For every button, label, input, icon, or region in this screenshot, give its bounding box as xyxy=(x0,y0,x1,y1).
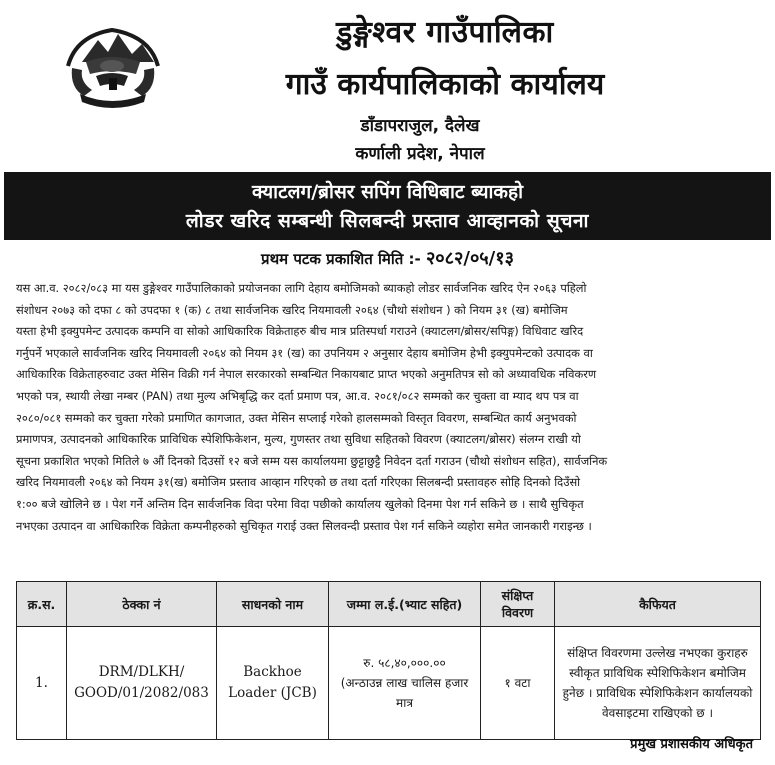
body-line: संशोधन २०७३ को दफा ८ को उपदफा १ (क) ८ तथा सार्वजनिक खरिद नियमावली २०६४ (चौथो संशोधन ) को नियम ३१ (ख) बमोजिम xyxy=(16,302,568,317)
notice-title-banner xyxy=(4,172,771,240)
body-line: १:०० बजे खोलिने छ । पेश गर्ने अन्तिम दिन सार्वजनिक विदा परेमा विदा पछीको कार्यालय खुलेको दिनमा पेश गर्न सकिने छ । साथै सुचिकृत xyxy=(16,496,584,511)
header-equipment: साधनको नाम xyxy=(217,582,329,627)
notice-body xyxy=(16,278,762,537)
nepal-emblem-icon xyxy=(62,22,164,108)
address-line-2: कर्णाली प्रदेश, नेपाल xyxy=(355,144,485,164)
cell-contract-no: DRM/DLKH/ GOOD/01/2082/083 xyxy=(67,627,217,740)
header-contract-no: ठेक्का नं xyxy=(67,582,217,627)
header-brief: संक्षिप्त विवरण xyxy=(481,582,555,627)
header-serial: क्र.स. xyxy=(17,582,67,627)
table-row xyxy=(17,627,761,740)
bid-details-table xyxy=(16,581,761,740)
body-line: आधिकारिक विक्रेताहरुवाट उक्त मेसिन विक्री गर्न नेपाल सरकारको सम्बन्धित निकायबाट प्राप्त भएको अनुमतिपत्र सो को अध्यावधिक नविकरण xyxy=(16,367,597,382)
header-remarks: कैफियत xyxy=(555,582,761,627)
notice-title-line-2: लोडर खरिद सम्बन्धी सिलबन्दी प्रस्ताव आव्हानको सूचना xyxy=(185,210,590,232)
body-line: नभएका उत्पादन वा आधिकारिक विक्रेता कम्पनीहरुको सुचिकृत गराई उक्त सिलवन्दी प्रस्ताव पेश गर्न सकिने व्यहोरा समेत जानकारी गराइन्छ । xyxy=(16,518,592,533)
body-line: खरिद नियमावली २०६४ को नियम ३१(ख) बमोजिम प्रस्ताव आव्हान गरिएको छ तथा दर्ता गरिएका सिलबन्दी प्रस्तावहरु सोहि दिनको दिउँसो xyxy=(16,475,581,490)
body-line: भएको पत्र, स्थायी लेखा नम्बर (PAN) तथा मुल्य अभिबृद्धि कर दर्ता प्रमाण पत्र, आ.व. २०८१/०८२ सम्मको कर चुक्ता वा म्याद थप पत्र वा xyxy=(16,388,579,403)
notice-title-line-1: क्याटलग/ब्रोसर सपिंग विधिबाट ब्याकहो xyxy=(251,181,524,203)
body-line: २०८०/०८१ सम्मको कर चुक्ता गरेको प्रमाणित कागजात, उक्त मेसिन सप्लाई गरेको हालसम्मको विस्तृत विवरण, सम्बन्धित कार्य अनुभवको xyxy=(16,410,577,425)
publication-date-label: प्रथम पटक प्रकाशित मिति :- xyxy=(261,250,421,268)
cell-equipment: Backhoe Loader (JCB) xyxy=(217,627,329,740)
body-line: सूचना प्रकाशित भएको मितिले ७ औं दिनको दिउसों १२ बजे सम्म यस कार्यालयमा छुट्टाछुट्टै निवेदन दर्ता गराउन (चौथो संशोधन सहित), सार्वजनिक xyxy=(16,453,608,468)
body-line: यस्ता हेभी इक्युपमेन्ट उत्पादक कम्पनि वा सोको आधिकारिक विक्रेताहरु बीच मात्र प्रतिस्पर्धा गराउने (क्याटलग/ब्रोसर/सपिङ्ग) विधिवाट खरिद xyxy=(16,324,584,339)
cell-brief: १ वटा xyxy=(481,627,555,740)
publication-date-value: २०८२/०५/१३ xyxy=(425,248,514,269)
organization-name: डुङ्गेश्वर गाउँपालिका xyxy=(336,15,554,50)
amount-words: (अन्ठाउन्न लाख चालिस हजार मात्र xyxy=(340,676,469,710)
signatory-title: प्रमुख प्रशासकीय अधिकृत xyxy=(630,737,753,752)
cell-serial: 1. xyxy=(17,627,67,740)
cell-amount xyxy=(329,627,481,740)
amount-figure: रु. ५८,४०,०००.०० xyxy=(363,656,446,670)
body-line: प्रमाणपत्र, उत्पादनको आधिकारिक प्राविधिक स्पेशिफिकेशन, मुल्य, गुणस्तर तथा सुविधा सहितको विवरण (क्याटलग/ब्रोसर) संलग्न राखी यो xyxy=(16,432,581,447)
publication-date xyxy=(0,248,775,270)
header-amount: जम्मा ल.ई.(भ्याट सहित) xyxy=(329,582,481,627)
body-line: गर्नुपर्ने भएकाले सार्वजनिक खरिद नियमावली २०६४ को नियम ३१ (ख) का उपनियम २ अनुसार देहाय बमोजिम हेभी इक्युपमेन्टको उत्पादक वा xyxy=(16,345,593,360)
office-name: गाउँ कार्यपालिकाको कार्यालय xyxy=(285,67,605,102)
cell-remarks: संक्षिप्त विवरणमा उल्लेख नभएका कुराहरु स्वीकृत प्राविधिक स्पेशिफिकेशन बमोजिम हुनेछ । प्राविधिक स्पेशिफिकेशन कार्यालयको वेवसाइटमा राखिएको छ । xyxy=(555,627,761,740)
body-line: यस आ.व. २०८२/०८३ मा यस डुङ्गेश्वर गाउँपालिकाको प्रयोजनका लागि देहाय बमोजिमको ब्याकहो लोडर सार्वजनिक खरिद ऐन २०६३ पहिलो xyxy=(16,281,587,295)
address-line-1: डाँडापराजुल, दैलेख xyxy=(360,116,480,136)
table-header-row xyxy=(17,582,761,627)
